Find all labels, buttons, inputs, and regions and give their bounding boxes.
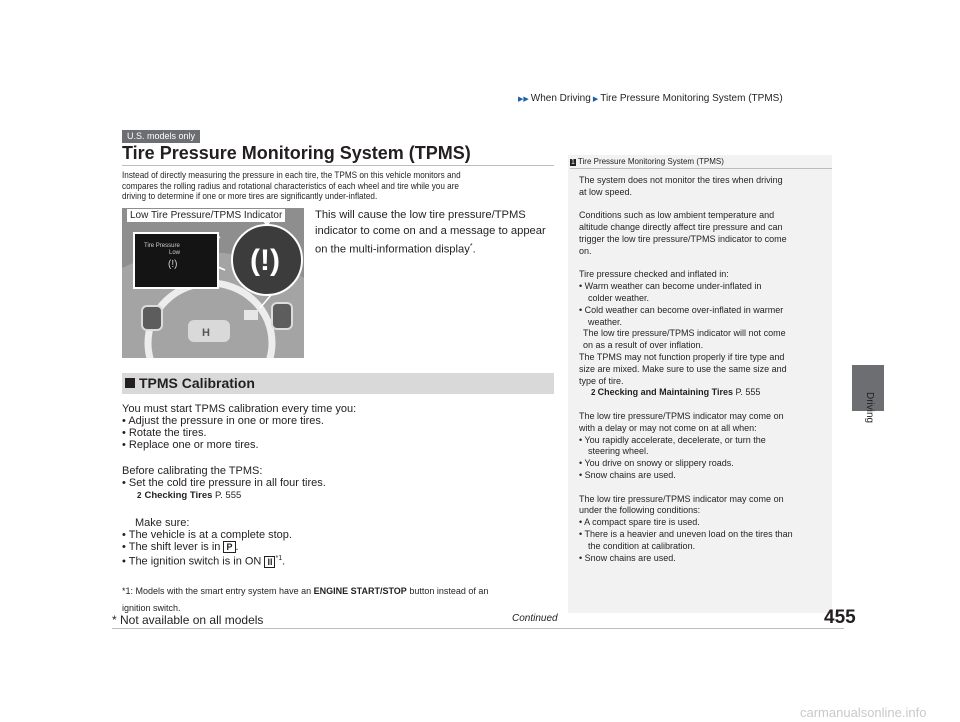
list-item: • Adjust the pressure in one or more tires.	[122, 415, 324, 427]
continued-label: Continued	[512, 613, 558, 624]
notes-header: 1 Tire Pressure Monitoring System (TPMS)	[570, 157, 832, 169]
breadcrumb	[516, 93, 783, 104]
cross-reference[interactable]: 2 Checking Tires P. 555	[137, 490, 242, 501]
intro-line: compares the rolling radius and rotational characteristics of each wheel and tire while you are	[122, 180, 459, 192]
section-title: TPMS Calibration	[125, 375, 255, 391]
ignition-position-key: II	[264, 556, 275, 568]
list-item: • Replace one or more tires.	[122, 439, 259, 451]
triangle-right-icon: ▶▶	[518, 96, 529, 103]
footnote-mark: *	[469, 243, 473, 250]
display-text	[315, 207, 560, 258]
footnote: *1: Models with the smart entry system have an ENGINE START/STOP button instead of an ignition switch.	[122, 586, 489, 613]
notes-content: The system does not monitor the tires when driving at low speed. Conditions such as low ambient temperature and altitude change directly affect tire pressure and can trigger the low tire pressure/TPMS indicator to come on. Tire pressure checked and inflated in: • Warm weather can become under-inflated in colder weather. • Cold weather can become over-inflated in warmer weather. The low tire pressure/TPMS indicator will not come on as a result of over inflation. The TPMS may not function properly if tire type and size are mixed. Make sure to use the same size and type of tire. 2 Checking and Maintaining Tires P. 555 The low tire pressure/TPMS indicator may come on with a delay or may not come on at all when: • You rapidly accelerate, decelerate, or turn the steering wheel. • You drive on snowy or slippery roads. • Snow chains are used. The low tire pressure/TPMS indicator may come on under the following conditions: • A compact spare tire is used. • There is a heavier and uneven load on the tires than the condition at calibration. • Snow chains are used.	[579, 175, 825, 564]
display-line: This will cause the low tire pressure/TPMS	[315, 209, 526, 221]
list-item: • Set the cold tire pressure in all four tires.	[122, 477, 326, 489]
dashboard-illustration	[122, 208, 304, 358]
screen-line-2: Low	[169, 250, 181, 256]
section-square-icon	[125, 378, 135, 388]
display-line: on the multi-information display*.	[315, 243, 476, 256]
breadcrumb-item[interactable]: Tire Pressure Monitoring System (TPMS)	[600, 93, 783, 104]
list-item: • The shift lever is in P .	[122, 541, 239, 553]
page-number: 455	[824, 607, 856, 628]
watermark: carmanualsonline.info	[800, 705, 927, 720]
make-sure: Make sure:	[135, 517, 190, 529]
availability-note: * Not available on all models	[112, 613, 264, 627]
list-item: • The ignition switch is in ON II $^{*1}$.	[122, 555, 286, 568]
page-title: Tire Pressure Monitoring System (TPMS)	[122, 143, 471, 163]
title-rule	[122, 165, 554, 166]
intro-line: Instead of directly measuring the pressure in each tire, the TPMS on this vehicle monitors and	[122, 170, 461, 181]
breadcrumb-item[interactable]: When Driving	[530, 93, 591, 104]
display-line: indicator to come on and a message to appear	[315, 225, 546, 237]
screen-line-1: Tire Pressure	[144, 243, 180, 249]
intro-paragraph	[122, 171, 500, 203]
note-number-icon: 1	[571, 159, 575, 166]
cross-reference[interactable]: 2 Checking and Maintaining Tires P. 555	[591, 387, 761, 398]
svg-text:H: H	[202, 327, 210, 339]
chapter-label: Driving	[864, 392, 875, 424]
triangle-right-icon: ▶	[592, 96, 599, 103]
svg-text:*: *	[218, 236, 221, 243]
list-item: • Rotate the tires.	[122, 427, 207, 439]
svg-text:(!): (!)	[250, 244, 280, 277]
list-item: • The vehicle is at a complete stop.	[122, 529, 292, 541]
shift-position-key: P	[223, 541, 235, 553]
svg-text:(!): (!)	[168, 259, 178, 270]
reference-arrow-icon: 2	[137, 491, 142, 500]
tpms-indicator-figure	[122, 208, 304, 358]
calibration-intro: You must start TPMS calibration every time you:	[122, 403, 357, 415]
figure-caption: Low Tire Pressure/TPMS Indicator	[127, 209, 285, 222]
region-tag: U.S. models only	[122, 130, 200, 143]
before-title: Before calibrating the TPMS:	[122, 465, 263, 477]
intro-line: driving to determine if one or more tires are significantly under-inflated.	[122, 191, 378, 202]
footer-rule	[112, 628, 844, 629]
